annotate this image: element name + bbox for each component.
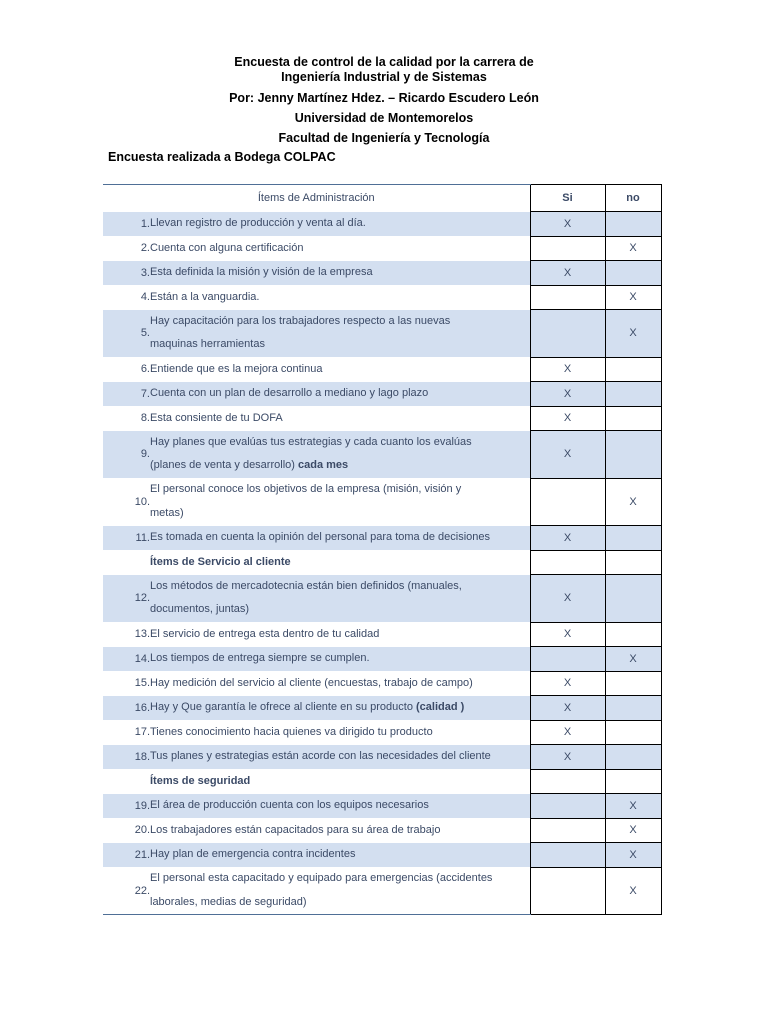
answer-si (530, 550, 605, 575)
item-text-line: Esta definida la misión y visión de la empresa (150, 266, 373, 278)
item-text (150, 720, 530, 745)
item-number: 1. (103, 212, 150, 237)
answer-si: X (530, 431, 605, 479)
answer-si: X (530, 357, 605, 382)
item-text-line-2: metas) (150, 506, 184, 519)
table-row (103, 647, 661, 672)
item-text (150, 212, 530, 237)
section-title-servicio-row (103, 550, 661, 575)
answer-si: X (530, 526, 605, 551)
item-text-line: El personal conoce los objetivos de la empresa (misión, visión y (150, 483, 462, 496)
item-number: 5. (103, 310, 150, 358)
answer-no (605, 261, 661, 286)
header-line-5: Facultad de Ingeniería y Tecnología (278, 131, 490, 145)
item-text-line: Esta consiente de tu DOFA (150, 411, 283, 424)
item-text-line: Están a la vanguardia. (150, 290, 260, 303)
section-title-seguridad-row (103, 769, 661, 794)
column-header-no: no (605, 185, 661, 212)
answer-no: X (605, 647, 661, 672)
answer-no (605, 212, 661, 237)
item-text-line: Los métodos de mercadotecnia están bien definidos (manuales, (150, 579, 462, 592)
answer-si: X (530, 382, 605, 407)
survey-subtitle: Encuesta realizada a Bodega COLPAC (108, 150, 336, 164)
answer-no (605, 357, 661, 382)
answer-si (530, 818, 605, 843)
header-line-4: Universidad de Montemorelos (294, 111, 474, 125)
answer-si (530, 310, 605, 358)
answer-no: X (605, 285, 661, 310)
item-text-line: Hay medición del servicio al cliente (encuestas, trabajo de campo) (150, 676, 473, 689)
item-text-line: Cuenta con un plan de desarrollo a mediano y lago plazo (150, 387, 429, 399)
table-row (103, 818, 661, 843)
item-number: 22. (103, 867, 150, 915)
item-text (150, 526, 530, 551)
answer-si: X (530, 212, 605, 237)
item-text-line: Los trabajadores están capacitados para su área de trabajo (150, 823, 441, 836)
item-text (150, 382, 530, 407)
item-number: 13. (134, 628, 150, 641)
answer-si: X (530, 671, 605, 696)
answer-si (530, 236, 605, 261)
table-row (103, 671, 661, 696)
table-row (103, 212, 661, 237)
table-header-row (103, 185, 661, 212)
answer-si: X (530, 622, 605, 647)
answer-no (605, 622, 661, 647)
table-row (103, 843, 661, 868)
item-text (150, 867, 530, 915)
column-header-si: Si (530, 185, 605, 212)
item-text-line-2: (planes de venta y desarrollo) (150, 459, 295, 472)
item-number: 6. (140, 363, 150, 376)
item-text (150, 285, 530, 310)
item-text-emphasis: cada mes (297, 459, 349, 472)
item-number: 14. (103, 647, 150, 672)
table-row (103, 236, 661, 261)
answer-no: X (605, 478, 661, 526)
item-number: 17. (134, 726, 150, 739)
item-text-line: Llevan registro de producción y venta al día. (150, 217, 366, 229)
table-row (103, 622, 661, 647)
answer-no (605, 575, 661, 623)
item-number: 21. (103, 843, 150, 868)
item-text (150, 261, 530, 286)
item-text (150, 406, 530, 431)
table-row (103, 575, 661, 623)
item-text-line-2: laborales, medias de seguridad) (150, 895, 307, 908)
answer-no (605, 431, 661, 479)
answer-si (530, 769, 605, 794)
item-number: 15. (134, 677, 150, 690)
row-number (103, 550, 150, 575)
answer-no (605, 769, 661, 794)
answer-no (605, 696, 661, 721)
answer-si (530, 794, 605, 819)
item-number: 8. (140, 412, 150, 425)
table-row (103, 261, 661, 286)
item-text (150, 794, 530, 819)
item-text-line: Hay capacitación para los trabajadores respecto a las nuevas (150, 314, 451, 327)
answer-si: X (530, 720, 605, 745)
answer-no (605, 720, 661, 745)
item-number: 20. (134, 824, 150, 837)
answer-si: X (530, 745, 605, 770)
answer-si: X (530, 696, 605, 721)
table-row (103, 720, 661, 745)
answer-si (530, 867, 605, 915)
item-text (150, 236, 530, 261)
answer-no (605, 406, 661, 431)
item-text-line: Entiende que es la mejora continua (150, 362, 323, 375)
document-header (0, 52, 768, 148)
table-row (103, 431, 661, 479)
item-text-line: Hay y Que garantía le ofrece al cliente en su producto (150, 701, 413, 713)
item-text (150, 310, 530, 358)
answer-no: X (605, 818, 661, 843)
answer-si: X (530, 261, 605, 286)
survey-table (103, 184, 662, 915)
item-number: 18. (103, 745, 150, 770)
item-text (150, 647, 530, 672)
item-text-line-2: documentos, juntas) (150, 603, 250, 616)
item-text-line: Tienes conocimiento hacia quienes va dirigido tu producto (150, 725, 433, 738)
answer-no: X (605, 794, 661, 819)
table-row (103, 478, 661, 526)
item-text-line: El personal esta capacitado y equipado para emergencias (accidentes (150, 872, 493, 884)
answer-si (530, 285, 605, 310)
item-number: 10. (134, 495, 150, 508)
header-line-2: Ingeniería Industrial y de Sistemas (281, 70, 487, 84)
answer-si (530, 478, 605, 526)
answer-si (530, 843, 605, 868)
item-text (150, 818, 530, 843)
item-text-line: El servicio de entrega esta dentro de tu calidad (150, 627, 380, 640)
answer-no (605, 526, 661, 551)
answer-no (605, 671, 661, 696)
item-text (150, 696, 530, 721)
header-line-3: Por: Jenny Martínez Hdez. – Ricardo Escudero León (229, 91, 539, 105)
answer-si: X (530, 406, 605, 431)
item-text-line: El área de producción cuenta con los equipos necesarios (150, 799, 429, 811)
item-number: 12. (103, 575, 150, 623)
answer-no: X (605, 236, 661, 261)
item-number: 11. (103, 526, 150, 551)
item-number: 7. (103, 382, 150, 407)
item-number: 9. (103, 431, 150, 479)
table-row (103, 406, 661, 431)
answer-si: X (530, 575, 605, 623)
section-title-servicio: Ítems de Servicio al cliente (150, 555, 291, 568)
section-title-administracion: Ítems de Administración (103, 185, 530, 212)
table-row (103, 357, 661, 382)
answer-no: X (605, 867, 661, 915)
header-line-1: Encuesta de control de la calidad por la carrera de (234, 55, 534, 69)
answer-no (605, 745, 661, 770)
table-row (103, 794, 661, 819)
item-text (150, 622, 530, 647)
item-number: 4. (140, 291, 150, 304)
item-text-line: Los tiempos de entrega siempre se cumplen. (150, 652, 370, 664)
item-number: 19. (103, 794, 150, 819)
table-row (103, 696, 661, 721)
item-text (150, 843, 530, 868)
answer-no (605, 382, 661, 407)
answer-si (530, 647, 605, 672)
item-number: 2. (140, 242, 150, 255)
item-number: 3. (103, 261, 150, 286)
item-text (150, 745, 530, 770)
table-row (103, 526, 661, 551)
table-row (103, 867, 661, 915)
item-text-line: Hay planes que evalúas tus estrategias y cada cuanto los evalúas (150, 435, 472, 448)
table-row (103, 382, 661, 407)
answer-no: X (605, 843, 661, 868)
row-number (103, 769, 150, 794)
item-number: 16. (103, 696, 150, 721)
item-text-line: Hay plan de emergencia contra incidentes (150, 848, 356, 860)
item-text (150, 431, 530, 479)
answer-no: X (605, 310, 661, 358)
item-text-line-2: maquinas herramientas (150, 338, 265, 351)
table-row (103, 745, 661, 770)
item-text (150, 575, 530, 623)
item-text-line: Es tomada en cuenta la opinión del personal para toma de decisiones (150, 531, 491, 543)
item-text (150, 357, 530, 382)
item-text-line: Cuenta con alguna certificación (150, 241, 304, 254)
item-text-emphasis: (calidad ) (416, 701, 465, 713)
answer-no (605, 550, 661, 575)
item-text (150, 478, 530, 526)
item-text-line: Tus planes y estrategias están acorde con las necesidades del cliente (150, 750, 491, 762)
table-row (103, 285, 661, 310)
item-text (150, 671, 530, 696)
table-row (103, 310, 661, 358)
section-title-seguridad: Ítems de seguridad (150, 774, 251, 787)
